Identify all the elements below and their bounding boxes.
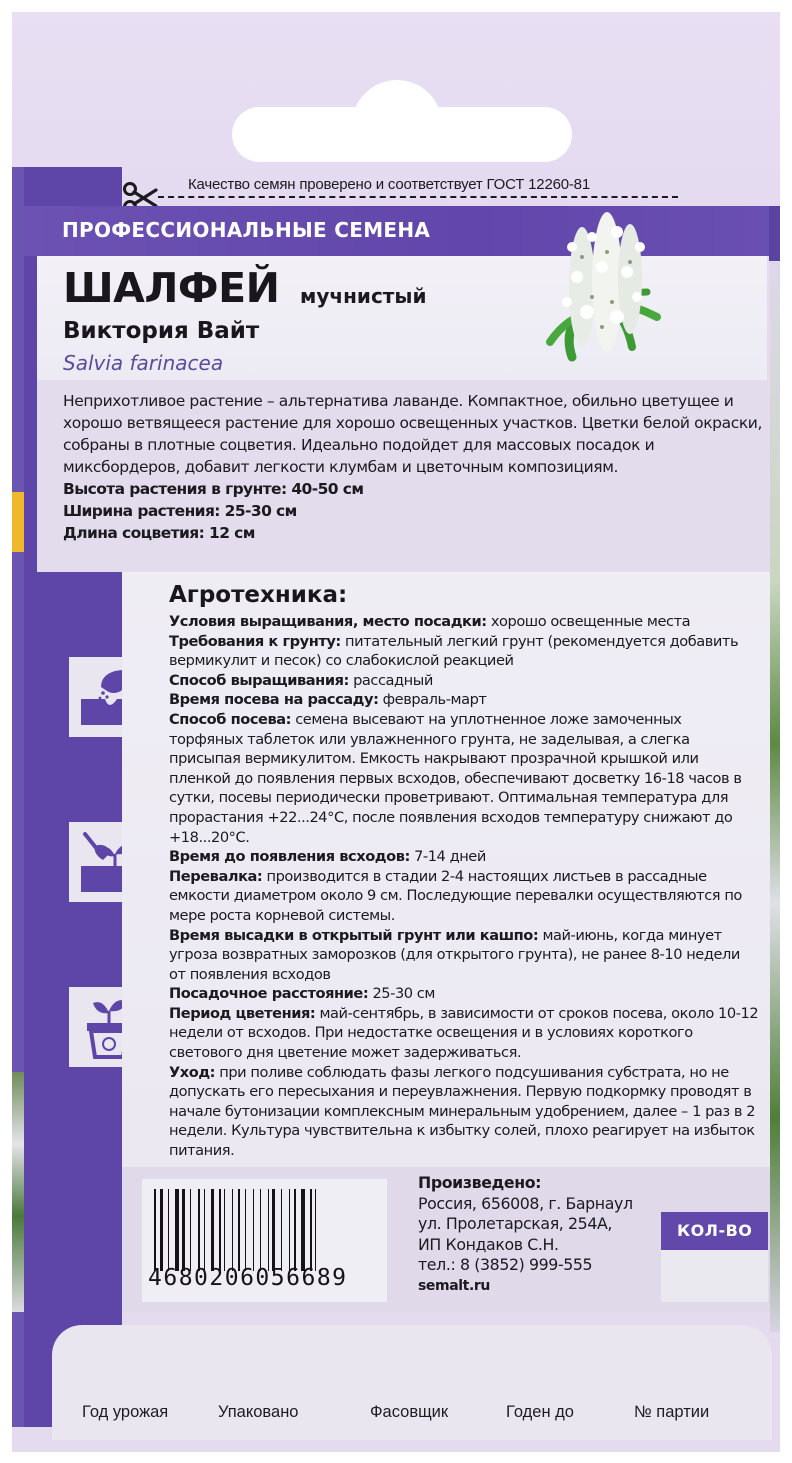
quantity-value-field [661, 1250, 768, 1302]
barcode-bars [154, 1189, 374, 1271]
spec-width: Ширина растения: 25-30 см [63, 502, 297, 520]
agrotech-item-sowing-method: Способ посева: семена высевают на уплотненное ложе замоченных торфяных таблеток или увлажненного грунта, не заделывая, а слегка присыпая вермикулитом. Емкость накрывают прозрачной крышкой или пленкой до появления первых всходов, обеспечивают досветку 16-18 часов в сутки, посевы периодически проветривают. Оптимальная температура для прорастания +22...24°С, после появления всходов температуру снижают до +18...20°С. [169, 710, 742, 846]
agrotech-item-care: Уход: при поливе соблюдать фазы легкого подсушивания субстрата, но не допускать его пересыхания и переувлажнения. Первую подкормку проводят в начале бутонизации комплексным минеральным удобрением, далее – 1 раз в 2 недели. Культура чувствительна к избытку солей, плохо реагирует на избыток питания. [169, 1063, 756, 1160]
background-photo-edge [770, 262, 780, 1332]
product-latin-name: Salvia farinacea [63, 351, 224, 375]
product-variety: Виктория Вайт [63, 318, 260, 344]
stamp-panel [52, 1325, 772, 1440]
salvia-flower-image [532, 207, 672, 377]
agrotech-item-planting-out: Время высадки в открытый грунт или кашпо: май-июнь, когда минует угроза возвратных заморозков (для открытого грунта), не ранее 8-10 недели от появления всходов [169, 926, 740, 983]
manufacturer-website: semalt.ru [418, 1277, 490, 1294]
cut-line [158, 196, 678, 198]
spec-inflorescence-length: Длина соцветия: 12 см [63, 524, 255, 542]
agrotech-item-method: Способ выращивания: рассадный [169, 671, 433, 689]
product-species: мучнистый [300, 284, 427, 308]
stamp-field-packed: Упаковано [218, 1403, 299, 1421]
agrotech-list [169, 612, 759, 1161]
manufacturer-info [418, 1173, 668, 1296]
barcode [142, 1179, 387, 1302]
quantity-label-box [661, 1212, 768, 1250]
manufacturer-address-line: ул. Пролетарская, 254А, [418, 1214, 613, 1233]
agrotech-item-sowing-time: Время посева на рассаду: февраль-март [169, 691, 487, 709]
manufacturer-address-line: Россия, 656008, г. Барнаул [418, 1193, 633, 1213]
agrotech-item-flowering: Период цветения: май-сентябрь, в зависимости от сроков посева, около 10-12 недели от всходов. При недостатке освещения и в условиях короткого светового дня цветение может задерживаться. [169, 1004, 759, 1062]
spec-height: Высота растения в грунте: 40-50 см [63, 480, 364, 498]
agrotech-item-conditions: Условия выращивания, место посадки: хорошо освещенные места [169, 613, 691, 630]
stamp-field-packer: Фасовщик [370, 1403, 449, 1421]
hang-hole [232, 107, 572, 162]
agrotech-item-germination: Время до появления всходов: 7-14 дней [169, 848, 486, 866]
seed-packet [12, 12, 780, 1452]
agrotech-item-soil: Требования к грунту: питательный легкий грунт (рекомендуется добавить вермикулит и песок) со слабокислой реакцией [169, 632, 739, 670]
yellow-accent-mark [12, 492, 24, 552]
description-block [37, 380, 767, 572]
barcode-number: 4680206056689 [148, 1265, 348, 1291]
description-text [63, 390, 763, 544]
background-photo-edge [12, 1072, 24, 1312]
agrotech-item-repotting: Перевалка: производится в стадии 2-4 настоящих листьев в рассадные емкости диаметром около 9 см. Последующие перевалки осуществляются по мере роста корневой системы. [169, 867, 742, 924]
agrotech-item-spacing: Посадочное расстояние: 25-30 см [169, 985, 435, 1003]
agrotech-section [122, 572, 770, 1167]
stamp-field-harvest-year: Год урожая [82, 1403, 169, 1421]
quantity-label: КОЛ-ВО [677, 1221, 753, 1240]
banner-label: ПРОФЕССИОНАЛЬНЫЕ СЕМЕНА [62, 218, 431, 242]
manufacturer-company: ИП Кондаков С.Н. [418, 1234, 559, 1254]
description-paragraph: Неприхотливое растение – альтернатива лаванде. Компактное, обильно цветущее и хорошо ветвящееся растение для хорошо освещенных участков. Цветки белой окраски, собраны в плотные соцветия. Идеально подойдет для массовых посадок и миксбордеров, добавит легкости клумбам и цветочным композициям. [63, 392, 762, 476]
stamp-field-batch-number: № партии [634, 1403, 710, 1421]
quality-note: Качество семян проверено и соответствует ГОСТ 12260-81 [188, 176, 590, 193]
manufacturer-title: Произведено: [418, 1173, 542, 1192]
manufacturer-phone: тел.: 8 (3852) 999-555 [418, 1255, 593, 1274]
product-name: ШАЛФЕЙ [63, 264, 280, 312]
banner-edge [769, 206, 780, 261]
stamp-fields [52, 1403, 772, 1427]
agrotech-title: Агротехника: [169, 582, 348, 608]
stamp-field-best-before: Годен до [506, 1403, 574, 1421]
